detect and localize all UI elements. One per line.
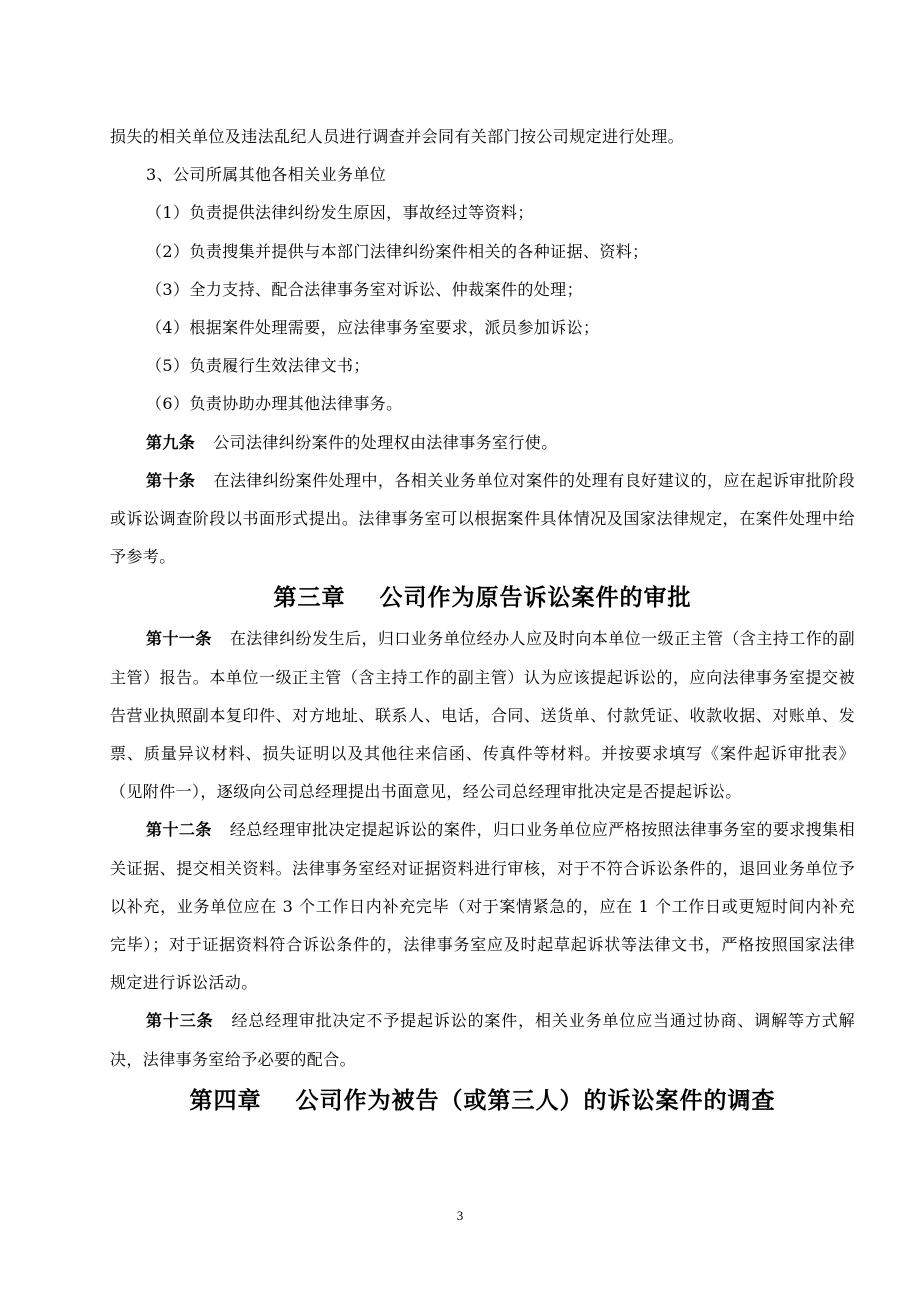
article-12 [110,811,855,1002]
chapter-3-title: 公司作为原告诉讼案件的审批 [379,584,692,612]
section-3-item-1: （1）负责提供法律纠纷发生原因，事故经过等资料； [146,203,534,223]
section-3-item-5: （5）负责履行生效法律文书； [146,356,370,376]
article-10-text: 在法律纠纷案件处理中，各相关业务单位对案件的处理有良好建议的，应在起诉审批阶段或诉讼调查阶段以书面形式提出。法律事务室可以根据案件具体情况及国家法律规定，在案件处理中给予参考。 [110,470,856,567]
section-3-heading: 3、公司所属其他各相关业务单位 [146,165,387,185]
chapter-3-number: 第三章 [273,584,346,612]
article-12-text: 经总经理审批决定提起诉讼的案件，归口业务单位应严格按照法律事务室的要求搜集相关证据、提交相关资料。法律事务室经对证据资料进行审核，对于不符合诉讼条件的，退回业务单位予以补充，业务单位应在 3 个工作日内补充完毕（对于案情紧急的，应在 1 个工作日或更短时间内补充完毕）；对于证据资料符合诉讼条件的，法律事务室应及时起草起诉状等法律文书，严格按照国家法律规定进行诉讼活动。 [110,820,856,993]
chapter-3-heading [110,576,855,620]
section-3-item-3: （3）全力支持、配合法律事务室对诉讼、仲裁案件的处理； [146,279,583,299]
article-13-label: 第十三条 [146,1011,214,1031]
chapter-4-heading [110,1079,855,1123]
chapter-4-number: 第四章 [189,1086,262,1114]
intro-line: 损失的相关单位及违法乱纪人员进行调查并会同有关部门按公司规定进行处理。 [110,127,685,146]
page-number: 3 [456,1208,464,1223]
article-10-label: 第十条 [146,470,196,490]
section-3-item-6: （6）负责协助办理其他法律事务。 [146,394,403,414]
article-13-text: 经总经理审批决定不予提起诉讼的案件，相关业务单位应当通过协商、调解等方式解决，法律事务室给予必要的配合。 [110,1011,855,1069]
article-11-label: 第十一条 [146,629,212,649]
article-9 [110,424,855,462]
article-13 [110,1002,855,1078]
article-10 [110,462,855,577]
section-3-item-4: （4）根据案件处理需要，应法律事务室要求，派员参加诉讼； [146,318,600,338]
article-11 [110,620,855,811]
article-9-text: 公司法律纠纷案件的处理权由法律事务室行使。 [213,432,558,452]
article-9-label: 第九条 [146,432,196,452]
document-body [110,118,855,1123]
article-12-label: 第十二条 [146,820,212,840]
section-3-item-2: （2）负责搜集并提供与本部门法律纠纷案件相关的各种证据、资料； [146,241,649,261]
chapter-4-title: 公司作为被告（或第三人）的诉讼案件的调查 [295,1086,776,1114]
article-11-text: 在法律纠纷发生后，归口业务单位经办人应及时向本单位一级正主管（含主持工作的副主管）报告。本单位一级正主管（含主持工作的副主管）认为应该提起诉讼的，应向法律事务室提交被告营业执照副本复印件、对方地址、联系人、电话，合同、送货单、付款凭证、收款收据、对账单、发票、质量异议材料、损失证明以及其他往来信函、传真件等材料。并按要求填写《案件起诉审批表》（见附件一），逐级向公司总经理提出书面意见，经公司总经理审批决定是否提起诉讼。 [110,629,856,802]
